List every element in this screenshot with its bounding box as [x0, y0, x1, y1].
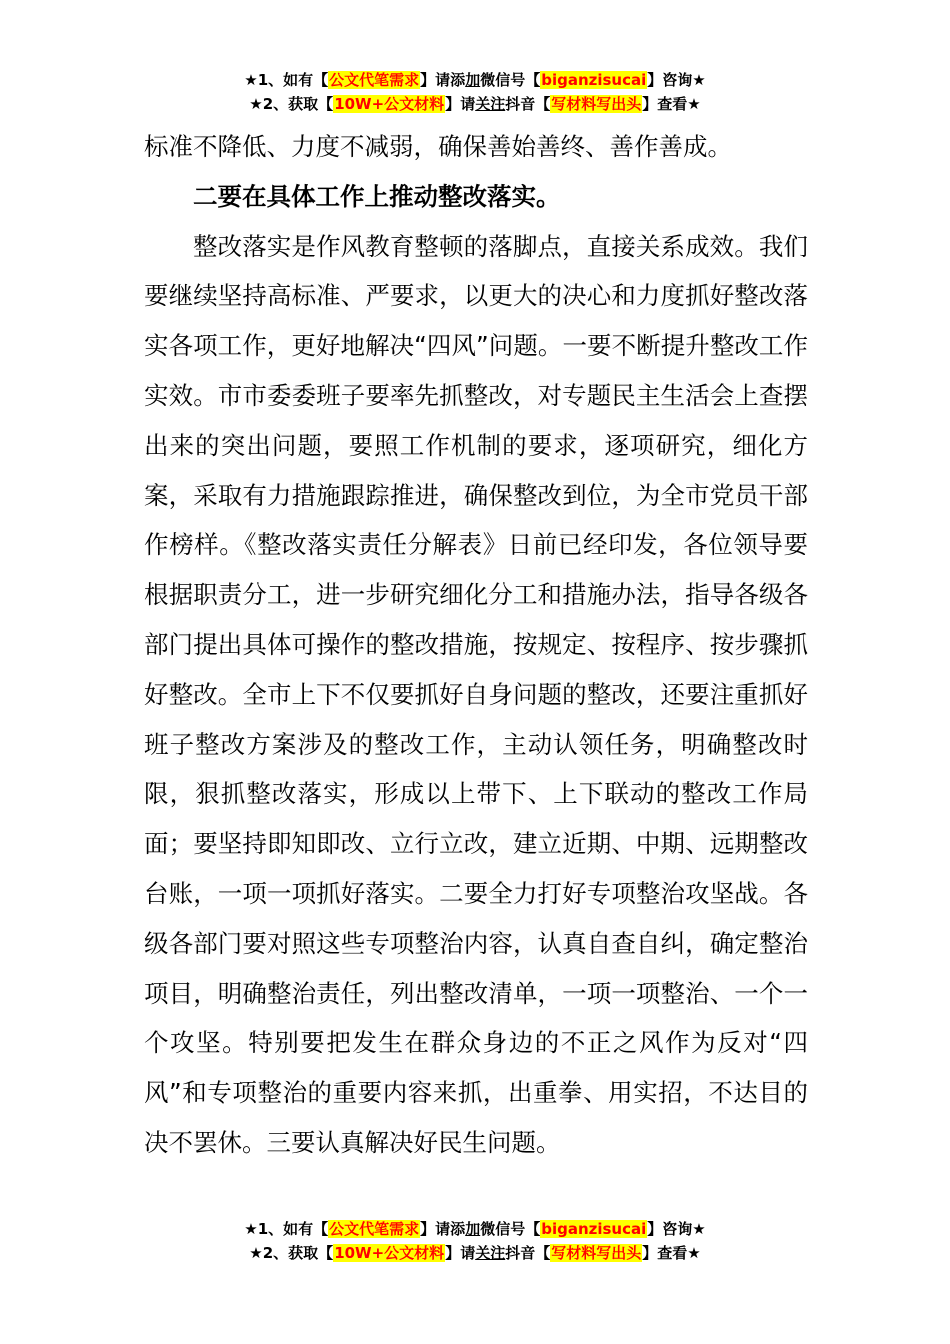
- promo-line-1: ★1、如有【公文代笔需求】请添加微信号【biganzisucai】咨询★: [244, 71, 706, 89]
- highlight-wechat-id: biganzisucai: [541, 1220, 647, 1238]
- promo-banner-top: [0, 68, 950, 116]
- promo-banner-bottom: [0, 1217, 950, 1265]
- promo-line-2: ★2、获取【10W+公文材料】请关注抖音【写材料写出头】查看★: [249, 1244, 701, 1262]
- promo-line-2: ★2、获取【10W+公文材料】请关注抖音【写材料写出头】查看★: [249, 95, 701, 113]
- highlight-douyin-account: 写材料写出头: [551, 1244, 642, 1262]
- highlight-douyin-account: 写材料写出头: [551, 95, 642, 113]
- continuation-line: 标准不降低、力度不减弱，确保善始善终、善作善成。: [144, 132, 732, 161]
- highlight-wechat-id: biganzisucai: [541, 71, 647, 89]
- highlight-materials: 10W+公文材料: [334, 1244, 445, 1262]
- section-heading: 二要在具体工作上推动整改落实。: [193, 181, 561, 211]
- document-body: [144, 122, 808, 1168]
- highlight-service: 公文代笔需求: [329, 1220, 420, 1238]
- highlight-service: 公文代笔需求: [329, 71, 420, 89]
- highlight-materials: 10W+公文材料: [334, 95, 445, 113]
- promo-line-1: ★1、如有【公文代笔需求】请添加微信号【biganzisucai】咨询★: [244, 1220, 706, 1238]
- body-paragraph: 整改落实是作风教育整顿的落脚点，直接关系成效。我们要继续坚持高标准、严要求，以更大的决心和力度抓好整改落实各项工作，更好地解决“四风”问题。一要不断提升整改工作实效。市市委委班子要率先抓整改，对专题民主生活会上查摆出来的突出问题，要照工作机制的要求，逐项研究，细化方案，采取有力措施跟踪推进，确保整改到位，为全市党员干部作榜样。《整改落实责任分解表》日前已经印发，各位领导要根据职责分工，进一步研究细化分工和措施办法，指导各级各部门提出具体可操作的整改措施，按规定、按程序、按步骤抓好整改。全市上下不仅要抓好自身问题的整改，还要注重抓好班子整改方案涉及的整改工作，主动认领任务，明确整改时限，狠抓整改落实，形成以上带下、上下联动的整改工作局面；要坚持即知即改、立行立改，建立近期、中期、远期整改台账，一项一项抓好落实。二要全力打好专项整治攻坚战。各级各部门要对照这些专项整治内容，认真自查自纠，确定整治项目，明确整治责任，列出整改清单，一项一项整治、一个一个攻坚。特别要把发生在群众身边的不正之风作为反对“四风”和专项整治的重要内容来抓，出重拳、用实招，不达目的决不罢休。三要认真解决好民生问题。: [144, 231, 808, 1157]
